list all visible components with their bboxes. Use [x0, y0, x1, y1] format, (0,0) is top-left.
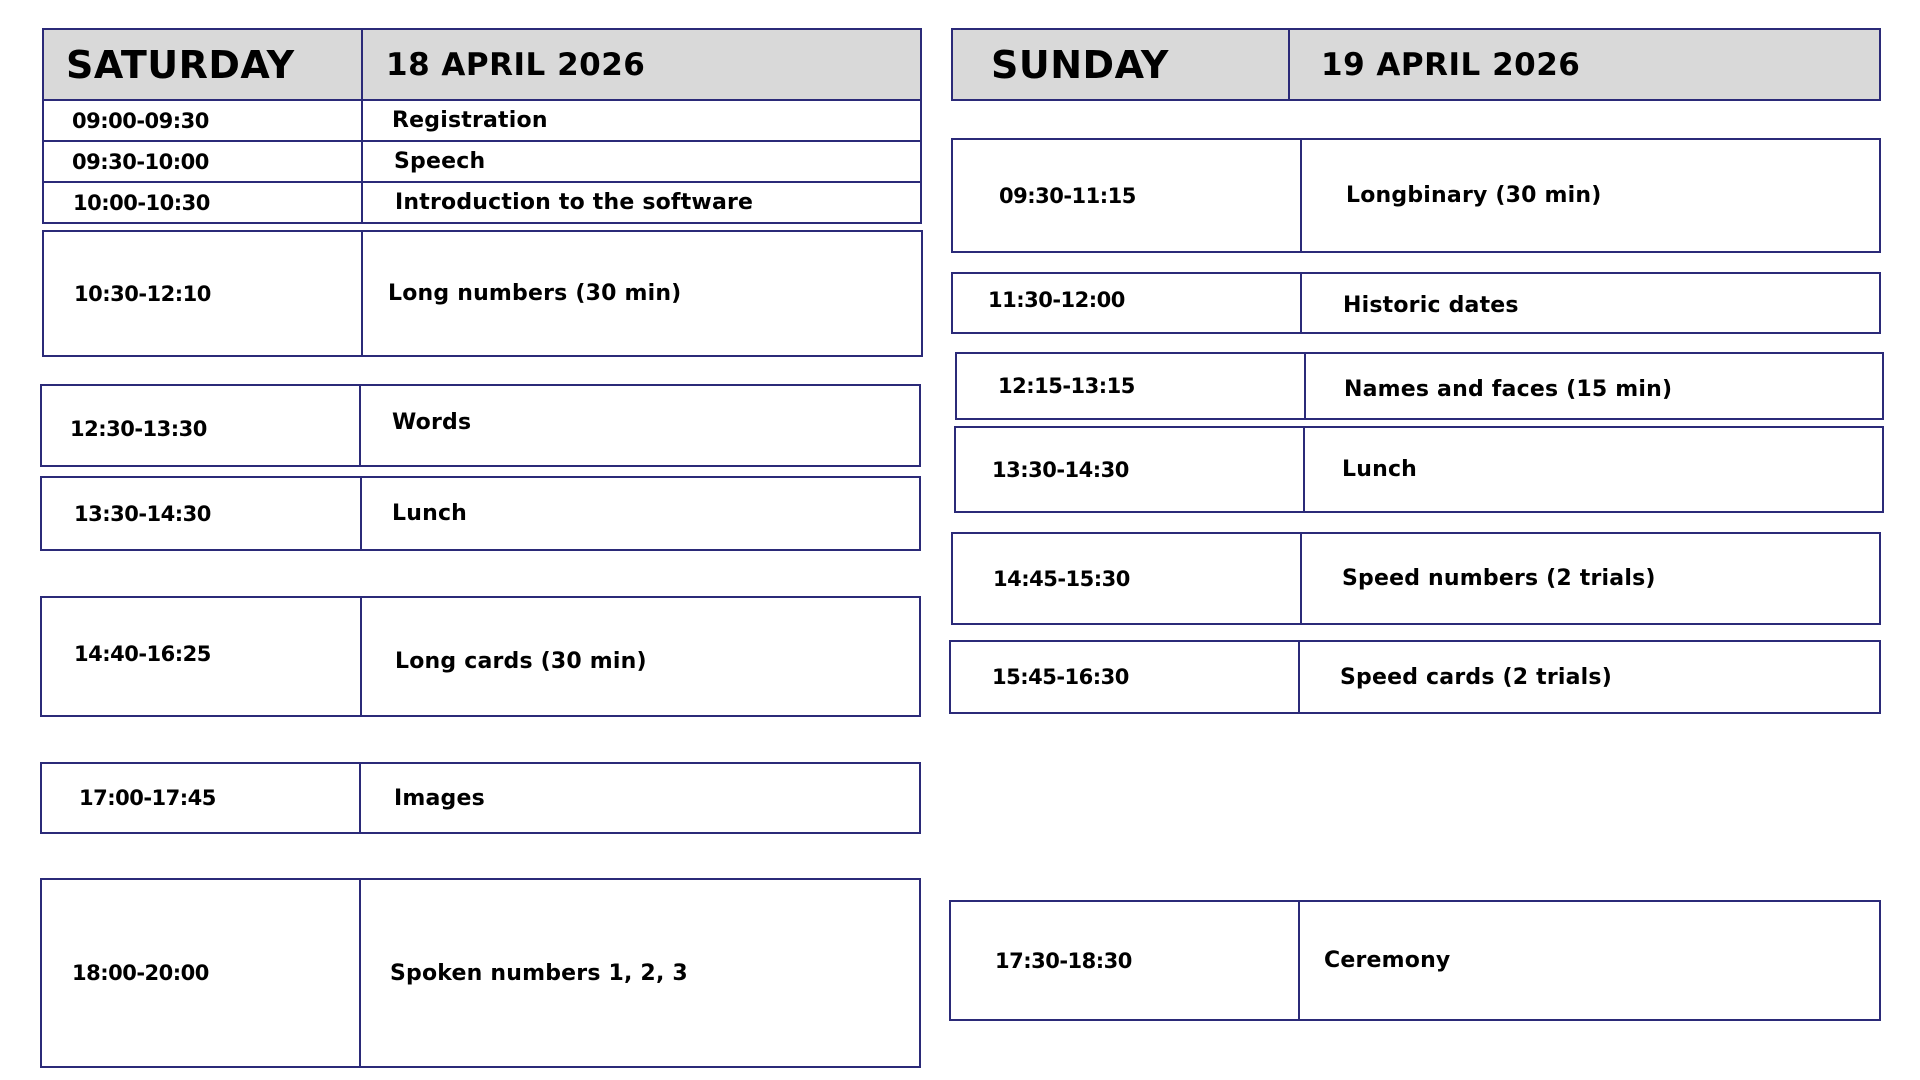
- saturday-header: [42, 28, 922, 101]
- event-activity: Lunch: [392, 501, 468, 526]
- event-activity: Introduction to the software: [395, 190, 754, 215]
- event-activity: Ceremony: [1324, 948, 1451, 973]
- event-activity: Speed cards (2 trials): [1340, 664, 1612, 690]
- event-time: 18:00-20:00: [72, 961, 209, 985]
- event-time: 15:45-16:30: [992, 665, 1129, 689]
- sunday-event-row: [949, 900, 1881, 1021]
- event-activity: Long cards (30 min): [395, 649, 647, 674]
- event-activity: Registration: [392, 108, 548, 133]
- event-activity: Long numbers (30 min): [388, 281, 682, 306]
- event-time: 13:30-14:30: [74, 501, 211, 526]
- event-time: 13:30-14:30: [992, 457, 1129, 482]
- event-activity: Historic dates: [1343, 292, 1519, 318]
- event-time: 12:30-13:30: [70, 416, 207, 441]
- saturday-event-row: [42, 140, 922, 183]
- sunday-event-row: [955, 352, 1884, 420]
- saturday-event-row: [42, 99, 922, 142]
- event-activity: Words: [392, 410, 472, 435]
- saturday-event-row: [40, 596, 921, 717]
- event-time: 14:40-16:25: [74, 641, 211, 666]
- event-time: 17:00-17:45: [79, 786, 216, 810]
- event-activity: Speed numbers (2 trials): [1342, 566, 1656, 591]
- sunday-day-name: SUNDAY: [991, 42, 1169, 87]
- event-time: 10:00-10:30: [73, 190, 210, 215]
- event-activity: Spoken numbers 1, 2, 3: [390, 960, 688, 986]
- sunday-event-row: [954, 426, 1884, 513]
- event-time: 10:30-12:10: [74, 281, 211, 306]
- saturday-event-row: [40, 476, 921, 551]
- sunday-event-row: [951, 138, 1881, 253]
- saturday-event-row: [42, 230, 923, 357]
- saturday-event-row: [40, 878, 921, 1068]
- event-time: 09:30-11:15: [999, 183, 1136, 208]
- event-activity: Names and faces (15 min): [1344, 376, 1673, 402]
- sunday-event-row: [949, 640, 1881, 714]
- event-activity: Images: [394, 785, 485, 811]
- event-time: 14:45-15:30: [993, 566, 1130, 591]
- saturday-day-name: SATURDAY: [66, 42, 295, 87]
- event-activity: Speech: [394, 149, 486, 174]
- event-time: 11:30-12:00: [988, 288, 1125, 312]
- sunday-event-row: [951, 532, 1881, 625]
- sunday-date: 19 APRIL 2026: [1321, 46, 1581, 83]
- event-time: 12:15-13:15: [998, 374, 1135, 398]
- event-time: 09:30-10:00: [72, 149, 209, 174]
- event-activity: Longbinary (30 min): [1346, 183, 1602, 208]
- saturday-event-row: [40, 762, 921, 834]
- sunday-header: [951, 28, 1881, 101]
- saturday-event-row: [42, 181, 922, 224]
- sunday-event-row: [951, 272, 1881, 334]
- saturday-event-row: [40, 384, 921, 467]
- saturday-date: 18 APRIL 2026: [386, 46, 646, 83]
- event-activity: Lunch: [1342, 457, 1418, 482]
- event-time: 09:00-09:30: [72, 108, 209, 133]
- event-time: 17:30-18:30: [995, 948, 1132, 973]
